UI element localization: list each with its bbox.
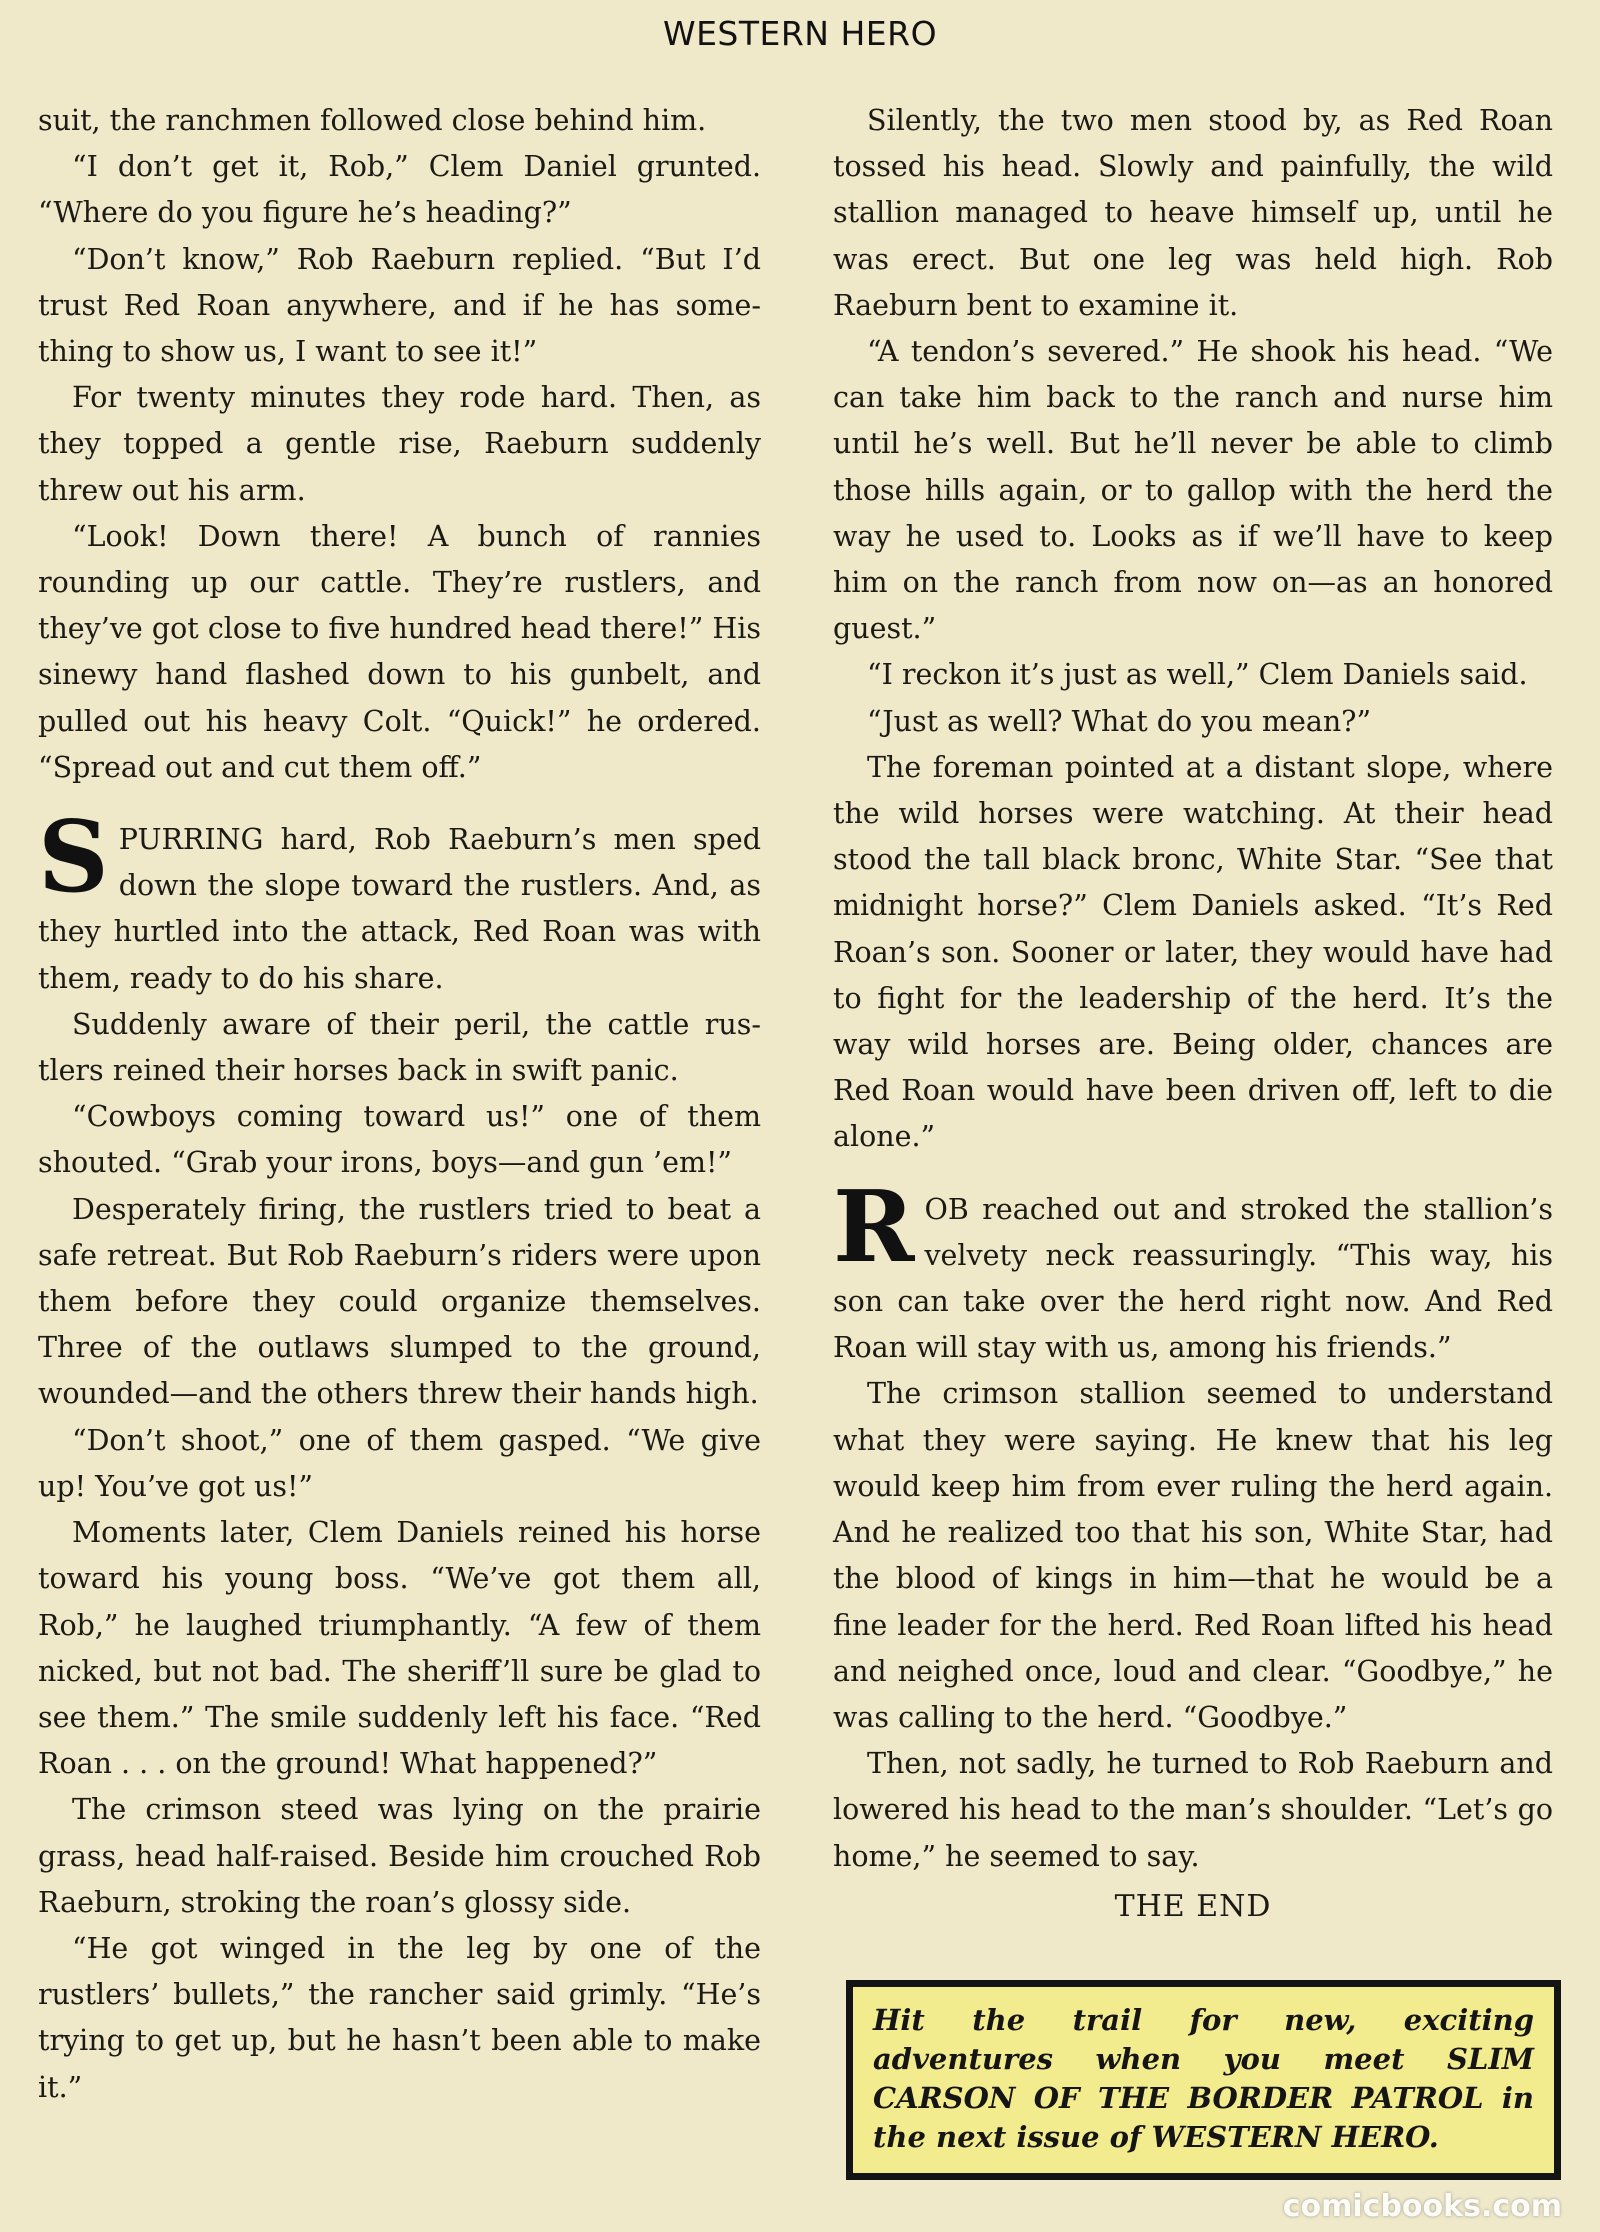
paragraph-dropcap [833, 1169, 1553, 1372]
drop-cap: R [833, 1169, 915, 1285]
paragraph: Moments later, Clem Daniels reined his horse toward his young boss. “We’ve got them all, Rob,” he laughed triumphantly. “A few of them nicked, but not bad. The sheriff’ll sure be glad to see them.” The smile suddenly left his face. “Red Roan . . . on the ground! What happened?” [38, 1516, 761, 1781]
paragraph: Then, not sadly, he turned to Rob Raeburn and lowered his head to the man’s shoulder. “Let’s go home,” he seemed to say. [833, 1747, 1553, 1873]
paragraph-text: PURRING hard, Rob Raeburn’s men sped down the slope toward the rustlers. And, as they hurtled into the attack, Red Roan was with them, ready to do his share. [38, 823, 761, 995]
paragraph: “Don’t shoot,” one of them gasped. “We give up! You’ve got us!” [38, 1423, 761, 1503]
paragraph-dropcap [38, 800, 761, 1002]
paragraph: “I don’t get it, Rob,” Clem Daniel grunted. “Where do you figure he’s heading?” [38, 150, 761, 230]
page-header: WESTERN HERO [662, 14, 938, 53]
right-column [833, 98, 1553, 1930]
paragraph: “A tendon’s severed.” He shook his head. “We can take him back to the ranch and nurse him until he’s well. But he’ll never be able to climb those hills again, or to gallop with the herd the way he used to. Looks as if we’ll have to keep him on the ranch from now on—as an honored guest.” [833, 335, 1553, 646]
the-end-label: THE END [1114, 1888, 1272, 1924]
next-issue-promo-box [846, 1980, 1561, 2180]
paragraph: Suddenly aware of their peril, the cattle rustlers reined their horses back in swift panic. [38, 1007, 761, 1088]
paragraph: “He got winged in the leg by one of the rustlers’ bullets,” the rancher said grimly. “He’s trying to get up, but he hasn’t been able to make it.” [38, 1931, 761, 2104]
paragraph: The crimson steed was lying on the prairie grass, head half-raised. Beside him crouched Rob Raeburn, stroking the roan’s glossy side. [38, 1793, 761, 1919]
paragraph: Desperately firing, the rustlers tried to beat a safe retreat. But Rob Raeburn’s riders were upon them before they could organize themselves. Three of the outlaws slumped to the ground, wounded—and the others threw their hands high. [38, 1192, 761, 1411]
paragraph: For twenty minutes they rode hard. Then, as they topped a gentle rise, Raeburn suddenly threw out his arm. [38, 381, 761, 507]
paragraph: suit, the ranchmen followed close behind him. [38, 104, 707, 137]
left-column [38, 98, 761, 2111]
paragraph: “Don’t know,” Rob Raeburn replied. “But I’d trust Red Roan anywhere, and if he has something to show us, I want to see it!” [38, 242, 761, 369]
paragraph: “Look! Down there! A bunch of rannies rounding up our cattle. They’re rustlers, and they’ve got close to five hundred head there!” His sinewy hand flashed down to his gunbelt, and pulled out his heavy Colt. “Quick!” he ordered. “Spread out and cut them off.” [38, 519, 761, 784]
drop-cap: S [38, 800, 109, 916]
paragraph: “Just as well? What do you mean?” [867, 704, 1372, 738]
paragraph: “I reckon it’s just as well,” Clem Daniels said. [867, 658, 1528, 692]
paragraph: “Cowboys coming toward us!” one of them shouted. “Grab your irons, boys—and gun ’em!” [38, 1100, 761, 1180]
paragraph: The foreman pointed at a distant slope, where the wild horses were watching. At their head stood the tall black bronc, White Star. “See that midnight horse?” Clem Daniels asked. “It’s Red Roan’s son. Sooner or later, they would have had to fight for the leadership of the herd. It’s the way wild horses are. Being older, chances are Red Roan would have been driven off, left to die alone.” [833, 750, 1553, 1154]
paragraph: The crimson stallion seemed to understand what they were saying. He knew that his leg would keep him from ever ruling the herd again. And he realized too that his son, White Star, had the blood of kings in him—that he would be a fine leader for the herd. Red Roan lifted his head and neighed once, loud and clear. “Goodbye,” he was calling to the herd. “Goodbye.” [833, 1377, 1553, 1734]
paragraph: Silently, the two men stood by, as Red Roan tossed his head. Slowly and painfully, the wild stallion managed to heave himself up, until he was erect. But one leg was held high. Rob Raeburn bent to examine it. [833, 104, 1553, 322]
site-watermark: comicbooks.com [1282, 2189, 1562, 2224]
paragraph-text: OB reached out and stroked the stallion’s velvety neck reassuringly. “This way, his son can take over the herd right now. And Red Roan will stay with us, among his friends.” [833, 1192, 1553, 1365]
promo-text: Hit the trail for new, exciting adventures when you meet SLIM CARSON OF THE BORDER PATROL in the next issue of WESTERN HERO. [873, 2003, 1534, 2154]
